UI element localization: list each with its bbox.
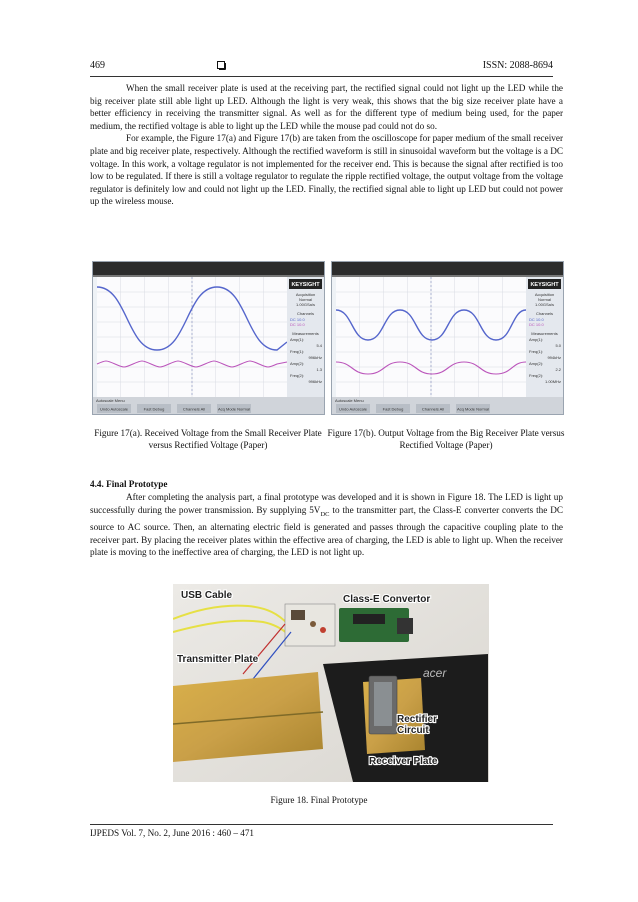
scope-panel-text: Normal (299, 297, 312, 302)
softkey-text: Autoscale Menu (96, 398, 125, 403)
softkey-text: Autoscale Menu (335, 398, 364, 403)
label-rectifier: Rectifier (397, 714, 438, 725)
scope-panel-text: DC 10.0 (529, 322, 544, 327)
softkey-text: Acq Mode Normal (217, 406, 251, 412)
oscilloscope-screenshot-b (331, 261, 564, 415)
label-circuit: Circuit (397, 725, 429, 736)
prototype-photo-drawing (173, 584, 489, 782)
scope-panel-text: Measurements (531, 331, 558, 336)
scope-panel-text: Freq(1): (529, 349, 544, 354)
figure-17b-caption: Figure 17(b). Output Voltage from the Big Receiver Plate versus Rectified Voltage (Paper) (327, 428, 565, 450)
prototype-photo (173, 584, 489, 782)
paragraph-part: After completing the analysis part, a final prototype was developed and it is shown in Figure 18. The LED is light up successfully during the power transmission. By supplying 5V (90, 492, 563, 515)
softkey-text: Fast Debug (143, 406, 165, 412)
softkey-text: Undo Autoscale (338, 406, 368, 412)
scope-panel-text: 1.3 (316, 367, 322, 372)
scope-panel-text: 996kHz (308, 355, 322, 360)
paragraph (90, 491, 563, 559)
scope-panel-text: Acquisition (534, 292, 555, 297)
acer-logo: acer (423, 666, 447, 680)
paragraph: For example, the Figure 17(a) and Figure 17(b) are taken from the oscilloscope for paper medium of the small receiver plate and big receiver plate, respectively. Although the rectified waveform is still in sinusoidal waveform but the voltage is a DC voltage. In this work, a voltage regulator is not implemented for the receiver end. This is because the signal after rectified is too low to be regulated. If there is still a voltage regulator to regulate the ripple rectified voltage, the output voltage from the voltage regulator is definitely low and could not light up the LED. Finally, the rectified signal able to light up LED but could not power up the wireless mouse. (90, 133, 563, 207)
paragraph-part: to the transmitter part, the Class-E converter converts the DC source to AC source. Then, an alternating electric field is generated and passes through the capacitive coupling plate to the receiver part. By placing the receiver plates within the effective area of charging, the LED is able to light up. When the receiver plate is moving to the ineffective area of charging, the LED is not light up. (90, 504, 563, 558)
scope-panel-text: Channels (297, 311, 314, 316)
scope-panel-text: Amp(1): (290, 337, 305, 342)
label-transmitter-plate: Transmitter Plate (177, 654, 259, 665)
scope-panel-text: 1.00GSa/s (296, 302, 315, 307)
body-text-top (90, 82, 563, 208)
scope-panel-text: Freq(2): (529, 373, 544, 378)
label-class-e-convertor: Class-E Convertor (343, 594, 431, 605)
figure-17a-caption: Figure 17(a). Received Voltage from the Small Receiver Plate versus Rectified Voltage (Paper) (94, 428, 322, 450)
scope-panel-text: Amp(2): (529, 361, 544, 366)
scope-brand: KEYSIGHT (291, 282, 320, 288)
label-receiver-plate: Receiver Plate (369, 756, 438, 767)
scope-panel-text: 5.4 (316, 343, 322, 348)
footer-rule (90, 824, 553, 825)
paragraph: When the small receiver plate is used at the receiving part, the rectified signal could not light up the LED while the big receiver plate still able light up LED. Although the light is very weak, this shows that the big size receiver plate have a better efficiency in receiving the transmitter signal. As well as for the different type of medium being used, for the paper medium, the rectified voltage is able to light up the LED while the mouse pad could not do so. (90, 83, 563, 131)
header-rule (90, 76, 553, 77)
subscript: DC (320, 510, 330, 518)
oscilloscope-display-a (93, 262, 324, 414)
scope-panel-text: 1.00MHz (544, 379, 561, 384)
scope-panel-text: 2.2 (555, 367, 561, 372)
scope-panel-text: 996kHz (308, 379, 322, 384)
footer-citation: IJPEDS Vol. 7, No. 2, June 2016 : 460 – 471 (90, 828, 255, 838)
scope-panel-text: Measurements (292, 331, 319, 336)
scope-panel-text: 994kHz (547, 355, 561, 360)
page-header (90, 60, 553, 74)
square-bullet-icon (217, 61, 226, 70)
scope-panel-text: Freq(2): (290, 373, 305, 378)
scope-panel-text: Channels (536, 311, 553, 316)
scope-panel-text: Amp(2): (290, 361, 305, 366)
scope-panel-text: Acquisition (295, 292, 316, 297)
scope-panel-text: Freq(1): (290, 349, 305, 354)
scope-panel-text: 1.00GSa/s (535, 302, 554, 307)
figure-18-caption: Figure 18. Final Prototype (270, 795, 368, 805)
softkey-text: Channels All (421, 406, 445, 412)
scope-panel-text: DC 10.0 (290, 317, 305, 322)
label-usb-cable: USB Cable (181, 590, 233, 601)
oscilloscope-display-b (332, 262, 563, 414)
body-text-bottom (90, 491, 563, 559)
softkey-text: Undo Autoscale (99, 406, 129, 412)
scope-panel-text: Amp(1): (529, 337, 544, 342)
softkey-text: Channels All (182, 406, 206, 412)
issn: ISSN: 2088-8694 (482, 60, 553, 71)
scope-panel-text: DC 10.0 (529, 317, 544, 322)
scope-brand: KEYSIGHT (530, 282, 559, 288)
section-heading: 4.4. Final Prototype (90, 479, 168, 489)
softkey-text: Fast Debug (382, 406, 404, 412)
page-number: 469 (90, 60, 105, 71)
scope-panel-text: DC 10.0 (290, 322, 305, 327)
softkey-text: Acq Mode Normal (456, 406, 490, 412)
scope-panel-text: Normal (538, 297, 551, 302)
oscilloscope-screenshot-a (92, 261, 325, 415)
scope-panel-text: 5.0 (555, 343, 561, 348)
